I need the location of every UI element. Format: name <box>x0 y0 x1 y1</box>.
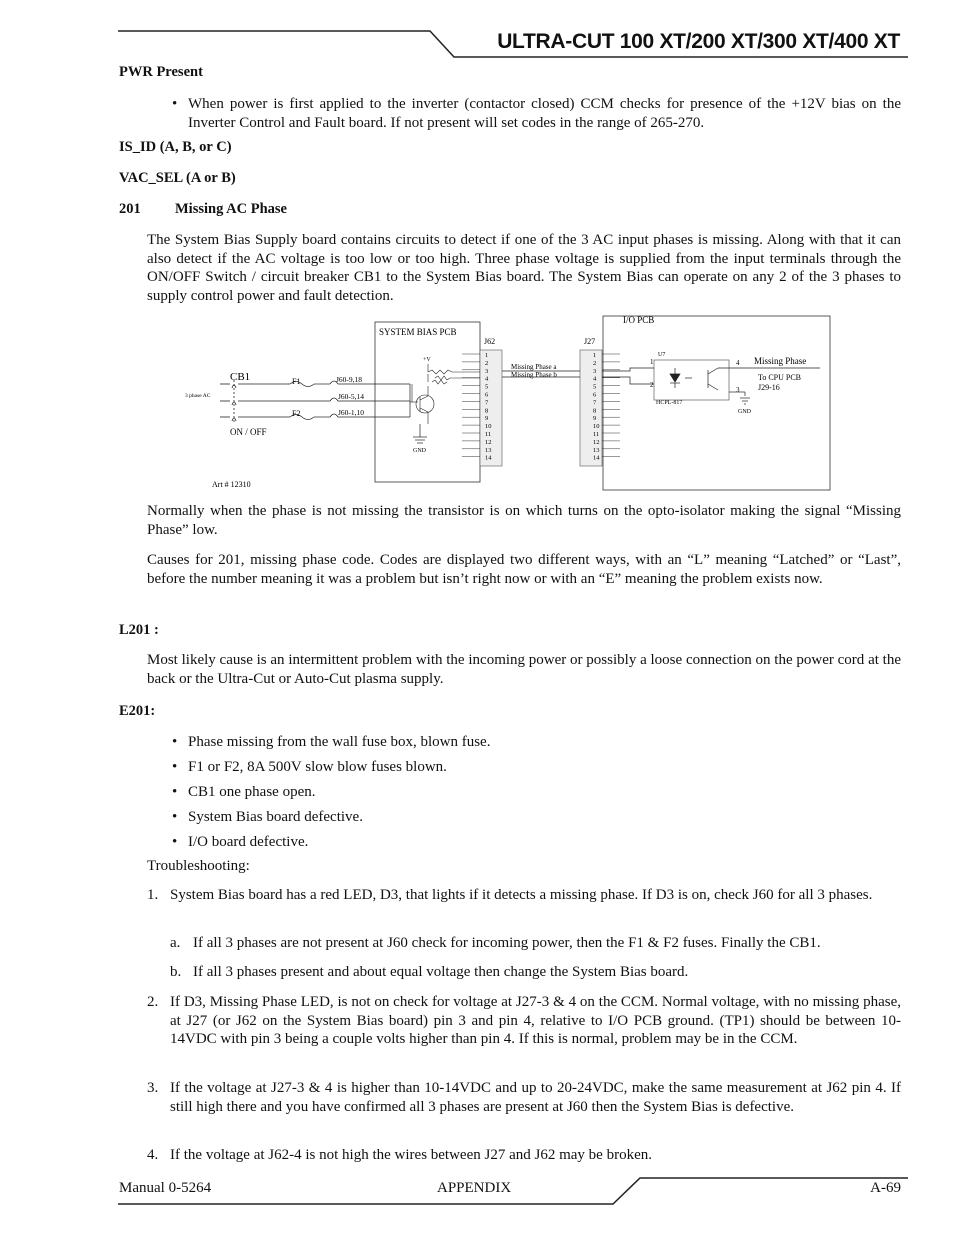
f1-label: F1 <box>292 377 301 386</box>
bias-gnd-symbol <box>413 424 427 443</box>
missing-phase-a-label: Missing Phase a <box>511 363 557 371</box>
step-3: 3. If the voltage at J27-3 & 4 is higher than 10-14VDC and up to 20-24VDC, make the same measurement at J62 pin 4. If still high there and you have confirmed all 3 phases are present at J60 then the System Bias is defective. <box>147 1080 901 1115</box>
opto-isolator-box <box>654 360 729 400</box>
footer-page-number: A-69 <box>870 1180 901 1196</box>
on-off-label: ON / OFF <box>230 427 267 437</box>
opto-pin4: 4 <box>736 359 740 367</box>
connector-pin-label: 9 <box>593 415 597 423</box>
connector-pin-label: 13 <box>485 446 492 454</box>
code-201-number: 201 <box>119 201 141 217</box>
heading-e201: E201: <box>119 703 156 719</box>
e201-list <box>170 733 901 852</box>
footer-rule <box>118 1172 908 1212</box>
normal-operation-paragraph: Normally when the phase is not missing the transistor is on which turns on the opto-isolator making the signal “Missing Phase” low. <box>147 503 901 538</box>
connector-pin-label: 10 <box>593 423 600 431</box>
j62-label: J62 <box>484 337 496 346</box>
io-pcb-label: I/O PCB <box>623 315 655 325</box>
io-gnd-label: GND <box>738 409 751 415</box>
io-gnd-symbol <box>740 398 750 404</box>
connector-pin-label: 8 <box>593 407 597 415</box>
bias-circuit <box>410 364 480 424</box>
three-phase-ac-label: 3 phase AC <box>185 393 211 399</box>
list-item: • System Bias board defective. <box>170 808 901 827</box>
document-title: ULTRA-CUT 100 XT/200 XT/300 XT/400 XT <box>497 30 900 53</box>
connector-pin-label: 11 <box>593 431 600 438</box>
connector-pin-label: 10 <box>485 423 492 431</box>
connector-pin-label: 14 <box>593 454 600 462</box>
j60-1-10-label: J60-1,10 <box>338 408 365 417</box>
cb1-switch <box>220 380 255 424</box>
art-number: Art # 12310 <box>212 480 251 489</box>
opto-pin1: 1 <box>650 358 654 366</box>
step-1a: a. If all 3 phases are not present at J60 check for incoming power, then the F1 & F2 fuses. Finally the CB1. <box>170 935 821 951</box>
step-2: 2. If D3, Missing Phase LED, is not on check for voltage at J27-3 & 4 on the CCM. Normal voltage, with no missing phase, at J27 (or J62 on the System Bias board) pin 3 and pin 4, relative to I/O PCB ground. (TP1) should be between 10-14VDC with pin 3 being a couple volts higher than pin 4. If this is normal, problem may be in the CCM. <box>147 994 901 1047</box>
plus-v-label: +V <box>423 357 431 363</box>
connector-pin-label: 5 <box>593 383 597 391</box>
step-1b: b. If all 3 phases present and about equal voltage then change the System Bias board. <box>170 964 689 980</box>
list-item: • F1 or F2, 8A 500V slow blow fuses blown. <box>170 758 901 777</box>
list-item: • CB1 one phase open. <box>170 783 901 802</box>
missing-phase-label: Missing Phase <box>754 356 807 366</box>
j27-label: J27 <box>584 337 596 346</box>
f2-label: F2 <box>292 409 301 418</box>
input-wiring <box>255 381 410 420</box>
j62-pins <box>462 352 492 462</box>
system-bias-label: SYSTEM BIAS PCB <box>379 327 457 337</box>
list-item: • Phase missing from the wall fuse box, blown fuse. <box>170 733 901 752</box>
heading-is-id: IS_ID (A, B, or C) <box>119 139 232 155</box>
connector-pin-label: 8 <box>485 407 489 415</box>
causes-paragraph: Causes for 201, missing phase code. Codes are displayed two different ways, with an “L” meaning “Latched” or “Last”, before the number meaning it was a problem but isn’t right now or with an “E” meaning the problem exists now. <box>147 552 901 587</box>
j29-label: J29-16 <box>758 383 780 392</box>
connector-pin-label: 11 <box>485 431 492 438</box>
connector-pin-label: 7 <box>593 399 597 407</box>
to-cpu-label: To CPU PCB <box>758 373 802 382</box>
j60-5-14-label: J60-5,14 <box>338 392 365 401</box>
opto-pin3: 3 <box>736 386 740 394</box>
footer-section: APPENDIX <box>437 1180 512 1196</box>
connector-pin-label: 2 <box>485 359 489 367</box>
connector-pin-label: 1 <box>593 352 597 359</box>
connector-pin-label: 5 <box>485 383 489 391</box>
u7-label: U7 <box>658 352 666 358</box>
list-item: • I/O board defective. <box>170 833 901 852</box>
missing-phase-b-label: Missing Phase b <box>511 371 557 379</box>
connector-pin-label: 12 <box>485 438 492 446</box>
l201-paragraph: Most likely cause is an intermittent problem with the incoming power or possibly a loose connection on the power cord at the back or the Ultra-Cut or Auto-Cut plasma supply. <box>147 652 901 687</box>
footer-manual: Manual 0-5264 <box>119 1180 212 1196</box>
connector-pin-label: 9 <box>485 415 489 423</box>
code-201-heading: Missing AC Phase <box>175 201 287 217</box>
io-pcb-box <box>603 316 830 490</box>
system-bias-pcb-box <box>375 322 480 482</box>
connector-pin-label: 13 <box>593 446 600 454</box>
connector-pin-label: 2 <box>593 359 597 367</box>
step-4: 4. If the voltage at J62-4 is not high the wires between J27 and J62 may be broken. <box>147 1147 652 1163</box>
connector-pin-label: 14 <box>485 454 492 462</box>
connector-pin-label: 7 <box>485 399 489 407</box>
connector-pin-label: 6 <box>593 391 597 399</box>
missing-phase-circuit-diagram <box>180 312 840 497</box>
hcpl-label: HCPL-817 <box>656 400 683 406</box>
connector-pin-label: 4 <box>485 375 489 383</box>
heading-l201: L201 : <box>119 622 159 638</box>
connector-pin-label: 1 <box>485 352 489 359</box>
cb1-label: CB1 <box>230 371 251 383</box>
connector-pin-label: 6 <box>485 391 489 399</box>
list-item: • When power is first applied to the inverter (contactor closed) CCM checks for presence of the +12V bias on the Inverter Control and Fault board. If not present will set codes in the range of 265-270. <box>170 95 901 132</box>
code-201-paragraph: The System Bias Supply board contains circuits to detect if one of the 3 AC input phases is missing. Along with that it can also detect if the AC voltage is too low or too high. Three phase voltage is supplied from the input terminals through the ON/OFF Switch / circuit breaker CB1 to the System Bias board. The System Bias can operate on any 2 of the 3 phases to supply control power and fault detection. <box>147 232 901 304</box>
j60-9-18-label: J60-9,18 <box>336 375 363 384</box>
opto-pin2: 2 <box>650 381 654 389</box>
connector-pin-label: 12 <box>593 438 600 446</box>
bias-gnd-label: GND <box>413 448 426 454</box>
heading-pwr-present: PWR Present <box>119 64 203 80</box>
pwr-present-list <box>170 95 901 132</box>
connector-pin-label: 4 <box>593 375 597 383</box>
connector-pin-label: 3 <box>593 367 597 375</box>
heading-vac-sel: VAC_SEL (A or B) <box>119 170 236 186</box>
step-1: 1. System Bias board has a red LED, D3, that lights if it detects a missing phase. If D3 is on, check J60 for all 3 phases. <box>147 887 873 903</box>
troubleshooting-label: Troubleshooting: <box>147 858 250 874</box>
connector-pin-label: 3 <box>485 367 489 375</box>
